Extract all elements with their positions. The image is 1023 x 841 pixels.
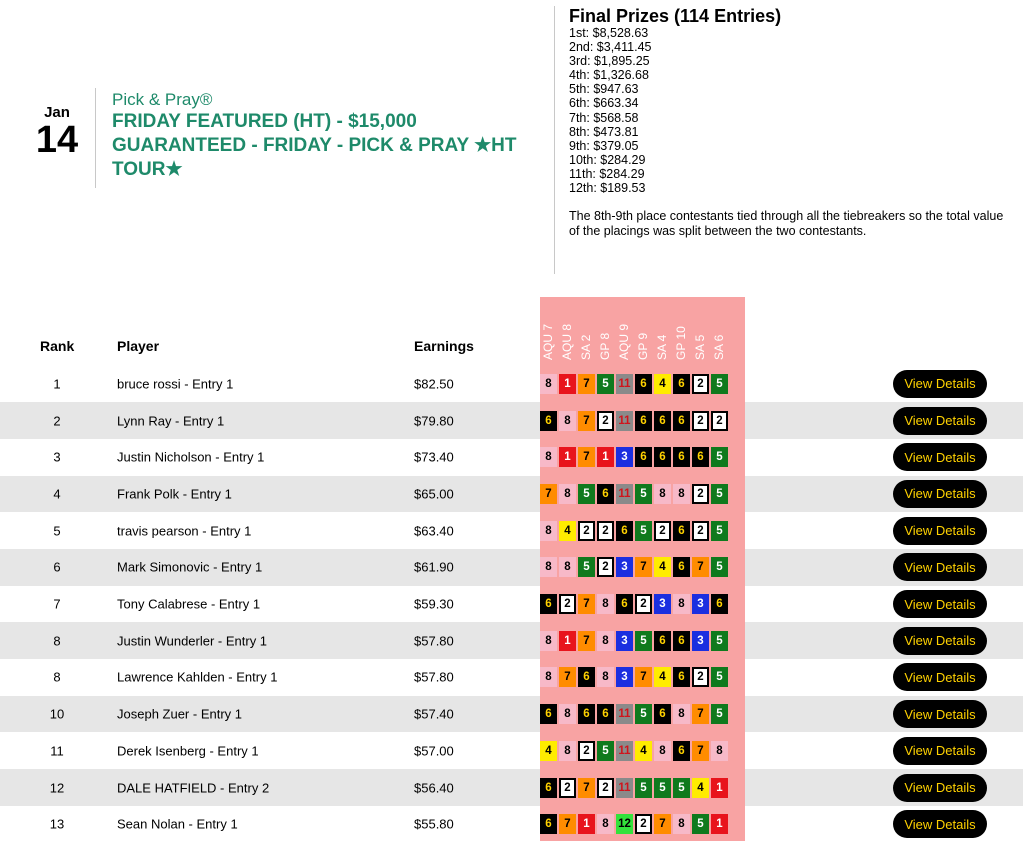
picks-list <box>540 484 728 504</box>
pick-saddlecloth: 5 <box>711 374 728 394</box>
pick-saddlecloth: 7 <box>635 667 652 687</box>
earnings-cell: $73.40 <box>414 449 454 465</box>
pick-saddlecloth: 11 <box>616 704 633 724</box>
picks-list <box>540 704 728 724</box>
prize-line: 1st: $8,528.63 <box>569 26 649 40</box>
pick-saddlecloth: 3 <box>692 594 709 614</box>
pick-saddlecloth: 5 <box>711 704 728 724</box>
race-header: AQU 7 <box>541 323 555 360</box>
player-cell: Joseph Zuer - Entry 1 <box>117 706 242 722</box>
pick-saddlecloth: 5 <box>654 778 671 798</box>
pick-saddlecloth: 1 <box>711 778 728 798</box>
pick-saddlecloth: 6 <box>673 521 690 541</box>
prize-list <box>569 26 1014 195</box>
rank-cell: 8 <box>53 669 61 685</box>
pick-saddlecloth: 8 <box>597 814 614 834</box>
pick-saddlecloth: 5 <box>597 741 614 761</box>
picks-list <box>540 594 728 614</box>
rank-cell: 7 <box>53 596 61 612</box>
race-header: AQU 9 <box>617 323 631 360</box>
table-row <box>0 476 1023 513</box>
pick-saddlecloth: 6 <box>635 411 652 431</box>
pick-saddlecloth: 8 <box>540 374 557 394</box>
pick-saddlecloth: 4 <box>654 667 671 687</box>
pick-saddlecloth: 3 <box>654 594 671 614</box>
pick-saddlecloth: 8 <box>654 484 671 504</box>
pick-saddlecloth: 8 <box>559 704 576 724</box>
table-row <box>0 806 1023 841</box>
pick-saddlecloth: 2 <box>559 778 576 798</box>
pick-saddlecloth: 7 <box>578 631 595 651</box>
view-details-button[interactable]: View Details <box>893 553 987 581</box>
table-row <box>0 733 1023 770</box>
prize-line: 11th: $284.29 <box>569 166 645 181</box>
pick-saddlecloth: 6 <box>578 667 595 687</box>
earnings-cell: $57.40 <box>414 706 454 722</box>
pick-saddlecloth: 6 <box>654 704 671 724</box>
pick-saddlecloth: 5 <box>578 557 595 577</box>
pick-saddlecloth: 2 <box>711 411 728 431</box>
picks-list <box>540 631 728 651</box>
table-row <box>0 366 1023 403</box>
pick-saddlecloth: 8 <box>673 484 690 504</box>
pick-saddlecloth: 6 <box>673 741 690 761</box>
contest-date <box>33 104 81 159</box>
pick-saddlecloth: 6 <box>673 557 690 577</box>
pick-saddlecloth: 2 <box>597 521 614 541</box>
pick-saddlecloth: 6 <box>540 411 557 431</box>
pick-saddlecloth: 2 <box>578 521 595 541</box>
race-header: SA 5 <box>693 334 707 360</box>
view-details-button[interactable]: View Details <box>893 737 987 765</box>
pick-saddlecloth: 8 <box>673 814 690 834</box>
picks-list <box>540 741 728 761</box>
pick-saddlecloth: 1 <box>597 447 614 467</box>
pick-saddlecloth: 6 <box>597 704 614 724</box>
pick-saddlecloth: 8 <box>540 521 557 541</box>
pick-saddlecloth: 6 <box>711 594 728 614</box>
pick-saddlecloth: 8 <box>654 741 671 761</box>
pick-saddlecloth: 11 <box>616 374 633 394</box>
pick-saddlecloth: 7 <box>578 594 595 614</box>
table-row <box>0 696 1023 733</box>
earnings-header: Earnings <box>414 338 474 354</box>
earnings-cell: $59.30 <box>414 596 454 612</box>
pick-saddlecloth: 5 <box>711 521 728 541</box>
rank-cell: 8 <box>53 633 61 649</box>
player-cell: Lynn Ray - Entry 1 <box>117 413 225 429</box>
pick-saddlecloth: 12 <box>616 814 633 834</box>
table-row <box>0 549 1023 586</box>
prize-line: 8th: $473.81 <box>569 124 639 139</box>
pick-saddlecloth: 3 <box>616 557 633 577</box>
picks-list <box>540 814 728 834</box>
prize-line: 3rd: $1,895.25 <box>569 54 650 69</box>
pick-saddlecloth: 8 <box>540 447 557 467</box>
prize-line: 6th: $663.34 <box>569 96 639 111</box>
earnings-cell: $55.80 <box>414 816 454 832</box>
view-details-button[interactable]: View Details <box>893 407 987 435</box>
prize-tie-note: The 8th-9th place contestants tied through all the tiebreakers so the total value of the placings was split between the two contestants. <box>569 209 1004 239</box>
prize-line: 12th: $189.53 <box>569 181 646 196</box>
pick-saddlecloth: 8 <box>597 667 614 687</box>
pick-saddlecloth: 6 <box>540 778 557 798</box>
pick-saddlecloth: 8 <box>597 594 614 614</box>
pick-saddlecloth: 3 <box>692 631 709 651</box>
race-header: GP 9 <box>636 332 650 360</box>
earnings-cell: $65.00 <box>414 486 454 502</box>
prize-line: 10th: $284.29 <box>569 152 646 167</box>
pick-saddlecloth: 5 <box>635 484 652 504</box>
pick-saddlecloth: 8 <box>597 631 614 651</box>
pick-saddlecloth: 1 <box>711 814 728 834</box>
earnings-cell: $56.40 <box>414 780 454 796</box>
pick-saddlecloth: 2 <box>578 741 595 761</box>
rank-cell: 5 <box>53 523 61 539</box>
pick-saddlecloth: 6 <box>654 411 671 431</box>
pick-saddlecloth: 5 <box>578 484 595 504</box>
pick-saddlecloth: 7 <box>692 704 709 724</box>
view-details-button[interactable]: View Details <box>893 663 987 691</box>
pick-saddlecloth: 7 <box>578 374 595 394</box>
picks-list <box>540 521 728 541</box>
table-row <box>0 622 1023 659</box>
pick-saddlecloth: 11 <box>616 741 633 761</box>
pick-saddlecloth: 8 <box>711 741 728 761</box>
contest-month: Jan <box>44 104 70 121</box>
pick-saddlecloth: 8 <box>540 557 557 577</box>
pick-saddlecloth: 5 <box>711 557 728 577</box>
final-prizes-panel <box>554 6 1014 274</box>
earnings-cell: $82.50 <box>414 376 454 392</box>
pick-saddlecloth: 4 <box>654 374 671 394</box>
player-cell: Sean Nolan - Entry 1 <box>117 816 238 832</box>
prize-line: 2nd: $3,411.45 <box>569 40 652 55</box>
table-row <box>0 439 1023 476</box>
pick-saddlecloth: 2 <box>692 484 709 504</box>
player-cell: Frank Polk - Entry 1 <box>117 486 232 502</box>
pick-saddlecloth: 1 <box>559 631 576 651</box>
pick-saddlecloth: 4 <box>654 557 671 577</box>
race-header: GP 8 <box>598 332 612 360</box>
pick-saddlecloth: 2 <box>597 778 614 798</box>
pick-saddlecloth: 2 <box>692 411 709 431</box>
pick-saddlecloth: 6 <box>654 447 671 467</box>
pick-saddlecloth: 4 <box>540 741 557 761</box>
player-cell: Lawrence Kahlden - Entry 1 <box>117 669 278 685</box>
pick-saddlecloth: 11 <box>616 411 633 431</box>
pick-saddlecloth: 4 <box>692 778 709 798</box>
view-details-button[interactable]: View Details <box>893 774 987 802</box>
pick-saddlecloth: 7 <box>654 814 671 834</box>
rank-cell: 4 <box>53 486 61 502</box>
rank-cell: 6 <box>53 559 61 575</box>
pick-saddlecloth: 2 <box>654 521 671 541</box>
pick-saddlecloth: 5 <box>711 447 728 467</box>
view-details-button[interactable]: View Details <box>893 517 987 545</box>
pick-saddlecloth: 7 <box>692 741 709 761</box>
earnings-cell: $61.90 <box>414 559 454 575</box>
race-header: GP 10 <box>674 326 688 360</box>
pick-saddlecloth: 2 <box>692 374 709 394</box>
pick-saddlecloth: 5 <box>635 521 652 541</box>
prize-line: 4th: $1,326.68 <box>569 68 649 83</box>
pick-saddlecloth: 5 <box>711 484 728 504</box>
pick-saddlecloth: 8 <box>559 411 576 431</box>
pick-saddlecloth: 2 <box>635 814 652 834</box>
player-cell: travis pearson - Entry 1 <box>117 523 252 539</box>
contest-title: FRIDAY FEATURED (HT) - $15,000 GUARANTEED - FRIDAY - PICK & PRAY ★HT TOUR★ <box>112 111 517 180</box>
pick-saddlecloth: 2 <box>692 521 709 541</box>
picks-list <box>540 447 728 467</box>
pick-saddlecloth: 6 <box>578 704 595 724</box>
player-header: Player <box>117 338 160 354</box>
pick-saddlecloth: 6 <box>540 704 557 724</box>
pick-saddlecloth: 7 <box>578 411 595 431</box>
pick-saddlecloth: 7 <box>578 447 595 467</box>
pick-saddlecloth: 6 <box>673 631 690 651</box>
pick-saddlecloth: 5 <box>692 814 709 834</box>
pick-saddlecloth: 6 <box>673 667 690 687</box>
pick-saddlecloth: 3 <box>616 631 633 651</box>
pick-saddlecloth: 11 <box>616 778 633 798</box>
earnings-cell: $63.40 <box>414 523 454 539</box>
player-cell: Mark Simonovic - Entry 1 <box>117 559 263 575</box>
table-row <box>0 586 1023 623</box>
prize-line: 5th: $947.63 <box>569 82 639 97</box>
pick-saddlecloth: 5 <box>635 631 652 651</box>
race-header: AQU 8 <box>560 323 574 360</box>
pick-saddlecloth: 6 <box>597 484 614 504</box>
table-row <box>0 512 1023 549</box>
pick-saddlecloth: 2 <box>635 594 652 614</box>
pick-saddlecloth: 7 <box>635 557 652 577</box>
pick-saddlecloth: 5 <box>635 778 652 798</box>
pick-saddlecloth: 6 <box>616 521 633 541</box>
pick-saddlecloth: 7 <box>692 557 709 577</box>
contest-day: 14 <box>35 119 79 161</box>
picks-list <box>540 557 728 577</box>
pick-saddlecloth: 5 <box>597 374 614 394</box>
pick-saddlecloth: 4 <box>635 741 652 761</box>
rank-header: Rank <box>40 338 75 354</box>
pick-saddlecloth: 8 <box>673 704 690 724</box>
picks-list <box>540 667 728 687</box>
pick-saddlecloth: 2 <box>692 667 709 687</box>
player-cell: Tony Calabrese - Entry 1 <box>117 596 261 612</box>
pick-saddlecloth: 8 <box>559 741 576 761</box>
pick-saddlecloth: 3 <box>616 667 633 687</box>
player-cell: Justin Wunderler - Entry 1 <box>117 633 268 649</box>
table-row <box>0 659 1023 696</box>
view-details-button[interactable]: View Details <box>893 443 987 471</box>
rank-cell: 2 <box>53 413 61 429</box>
view-details-button[interactable]: View Details <box>893 810 987 838</box>
pick-saddlecloth: 6 <box>692 447 709 467</box>
pick-saddlecloth: 6 <box>673 374 690 394</box>
pick-saddlecloth: 6 <box>616 594 633 614</box>
table-row <box>0 402 1023 439</box>
view-details-button[interactable]: View Details <box>893 700 987 728</box>
race-header: SA 6 <box>712 334 726 360</box>
pick-saddlecloth: 7 <box>578 778 595 798</box>
picks-list <box>540 778 728 798</box>
player-cell: DALE HATFIELD - Entry 2 <box>117 780 270 796</box>
view-details-button[interactable]: View Details <box>893 370 987 398</box>
earnings-cell: $79.80 <box>414 413 454 429</box>
pick-saddlecloth: 7 <box>559 667 576 687</box>
pick-saddlecloth: 8 <box>559 484 576 504</box>
game-name: Pick & Pray® <box>112 90 213 109</box>
pick-saddlecloth: 5 <box>673 778 690 798</box>
contest-title-block <box>95 88 525 188</box>
rank-cell: 1 <box>53 376 61 392</box>
view-details-button[interactable]: View Details <box>893 627 987 655</box>
rank-cell: 13 <box>49 816 65 832</box>
prize-line: 7th: $568.58 <box>569 110 639 125</box>
race-header: SA 4 <box>655 334 669 360</box>
pick-saddlecloth: 1 <box>559 374 576 394</box>
rank-cell: 3 <box>53 449 61 465</box>
pick-saddlecloth: 8 <box>673 594 690 614</box>
pick-saddlecloth: 6 <box>673 411 690 431</box>
pick-saddlecloth: 1 <box>559 447 576 467</box>
prizes-heading: Final Prizes (114 Entries) <box>569 6 782 26</box>
earnings-cell: $57.00 <box>414 743 454 759</box>
pick-saddlecloth: 2 <box>597 557 614 577</box>
rank-cell: 12 <box>49 780 65 796</box>
pick-saddlecloth: 5 <box>711 631 728 651</box>
pick-saddlecloth: 2 <box>597 411 614 431</box>
rank-cell: 11 <box>50 743 64 759</box>
pick-saddlecloth: 4 <box>559 521 576 541</box>
view-details-button[interactable]: View Details <box>893 590 987 618</box>
picks-list <box>540 374 728 394</box>
player-cell: Justin Nicholson - Entry 1 <box>117 449 265 465</box>
picks-list <box>540 411 728 431</box>
earnings-cell: $57.80 <box>414 669 454 685</box>
pick-saddlecloth: 6 <box>635 447 652 467</box>
pick-saddlecloth: 6 <box>673 447 690 467</box>
pick-saddlecloth: 5 <box>711 667 728 687</box>
race-header: SA 2 <box>579 334 593 360</box>
pick-saddlecloth: 8 <box>540 631 557 651</box>
pick-saddlecloth: 5 <box>635 704 652 724</box>
pick-saddlecloth: 11 <box>616 484 633 504</box>
earnings-cell: $57.80 <box>414 633 454 649</box>
pick-saddlecloth: 1 <box>578 814 595 834</box>
pick-saddlecloth: 2 <box>559 594 576 614</box>
pick-saddlecloth: 3 <box>616 447 633 467</box>
player-cell: Derek Isenberg - Entry 1 <box>117 743 259 759</box>
pick-saddlecloth: 6 <box>540 814 557 834</box>
pick-saddlecloth: 8 <box>559 557 576 577</box>
pick-saddlecloth: 6 <box>540 594 557 614</box>
player-cell: bruce rossi - Entry 1 <box>117 376 234 392</box>
prize-line: 9th: $379.05 <box>569 138 639 153</box>
pick-saddlecloth: 8 <box>540 667 557 687</box>
view-details-button[interactable]: View Details <box>893 480 987 508</box>
pick-saddlecloth: 6 <box>654 631 671 651</box>
pick-saddlecloth: 7 <box>559 814 576 834</box>
rank-cell: 10 <box>49 706 65 722</box>
pick-saddlecloth: 6 <box>635 374 652 394</box>
table-row <box>0 769 1023 806</box>
pick-saddlecloth: 7 <box>540 484 557 504</box>
